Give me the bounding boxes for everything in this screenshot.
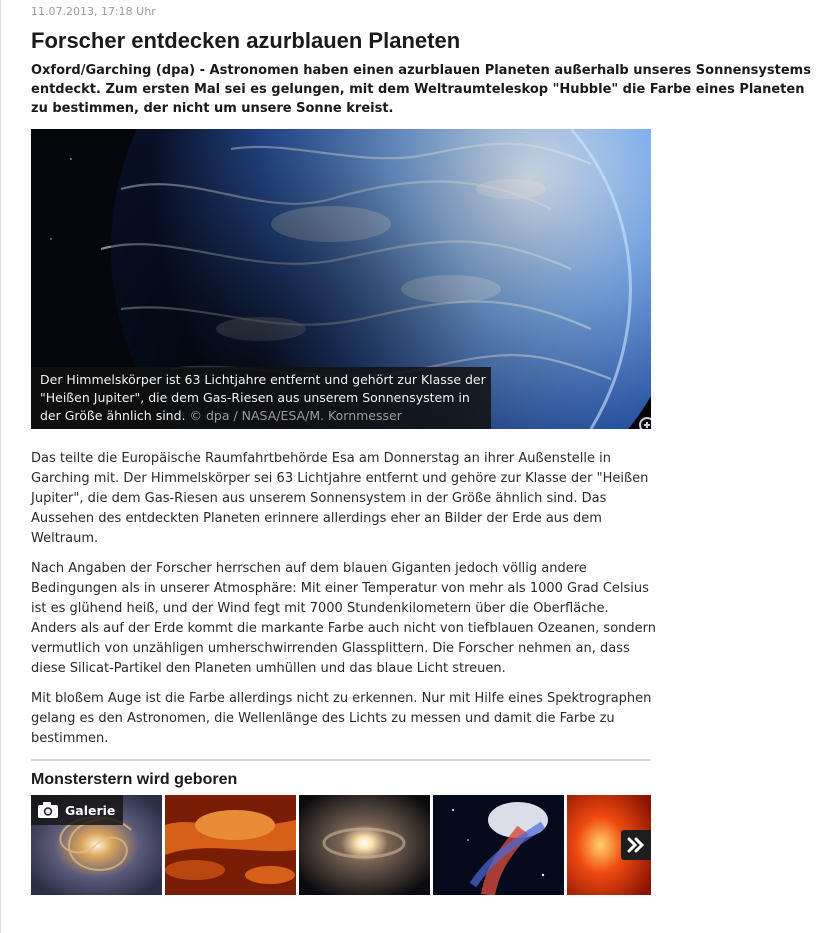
article-body [31,449,656,759]
double-chevron-right-icon [626,836,646,854]
image-caption [31,367,491,429]
gallery-thumbnail[interactable] [299,795,430,895]
paragraph: Das teilte die Europäische Raumfahrtbehörde Esa am Donnerstag an ihrer Außenstelle in Garching mit. Der Himmelskörper sei 63 Lichtjahre entfernt und gehöre zur Klasse der "Heißen Jupiter", die dem Gas-Riesen aus unserem Sonnensystem in der Größe ähnlich sind. Das Aussehen des entdeckten Planeten erinnere allerdings eher an Bilder der Erde aus dem Weltraum. [31,451,649,546]
paragraph: Mit bloßem Auge ist die Farbe allerdings nicht zu erkennen. Nur mit Hilfe eines Spektrographen gelang es den Astronomen, die Wellenlänge des Lichts zu messen und damit die Farbe zu bestimmen. [31,691,652,746]
section-divider [31,759,651,761]
page-left-border [0,0,1,933]
gallery-thumbnail[interactable] [165,795,296,895]
gallery-thumbnail[interactable] [433,795,564,895]
paragraph: Nach Angaben der Forscher herrschen auf dem blauen Giganten jedoch völlig andere Bedingungen als in unserer Atmosphäre: Mit einer Temperatur von mehr als 1000 Grad Celsius ist es glühend heiß, und der Wind fegt mit 7000 Stundenkilometern über die Oberfläche. Anders als auf der Erde kommt die markante Farbe auch nicht von tiefblauen Ozeanen, sondern vermutlich von unzähligen umherschwirrenden Glassplittern. Die Forscher nehmen an, dass diese Silicat-Partikel den Planeten umhüllen und das blaue Licht streuen. [31,561,656,676]
camera-icon [37,801,59,819]
gallery-title[interactable]: Monsterstern wird geboren [31,771,238,788]
article-lead: Oxford/Garching (dpa) - Astronomen haben einen azurblauen Planeten außerhalb unseres Sonnensystems entdeckt. Zum ersten Mal sei es gelungen, mit dem Weltraumteleskop "Hubble" die Farbe eines Planeten zu bestimmen, der nicht um unsere Sonne kreist. [31,63,811,116]
article-date: 11.07.2013, 17:18 Uhr [31,5,156,18]
gallery-strip[interactable] [31,795,651,895]
image-credit: © dpa / NASA/ESA/M. Kornmesser [189,408,402,423]
article-hero-image[interactable] [31,129,651,429]
article-title: Forscher entdecken azurblauen Planeten [31,28,461,53]
caption-text: Der Himmelskörper ist 63 Lichtjahre entfernt und gehört zur Klasse der "Heißen Jupiter", die dem Gas-Riesen aus unserem Sonnensystem in der Größe ähnlich sind. [40,372,486,423]
gallery-next-button[interactable] [621,830,651,860]
gallery-label-text: Galerie [65,802,116,818]
gallery-label[interactable] [31,795,123,825]
